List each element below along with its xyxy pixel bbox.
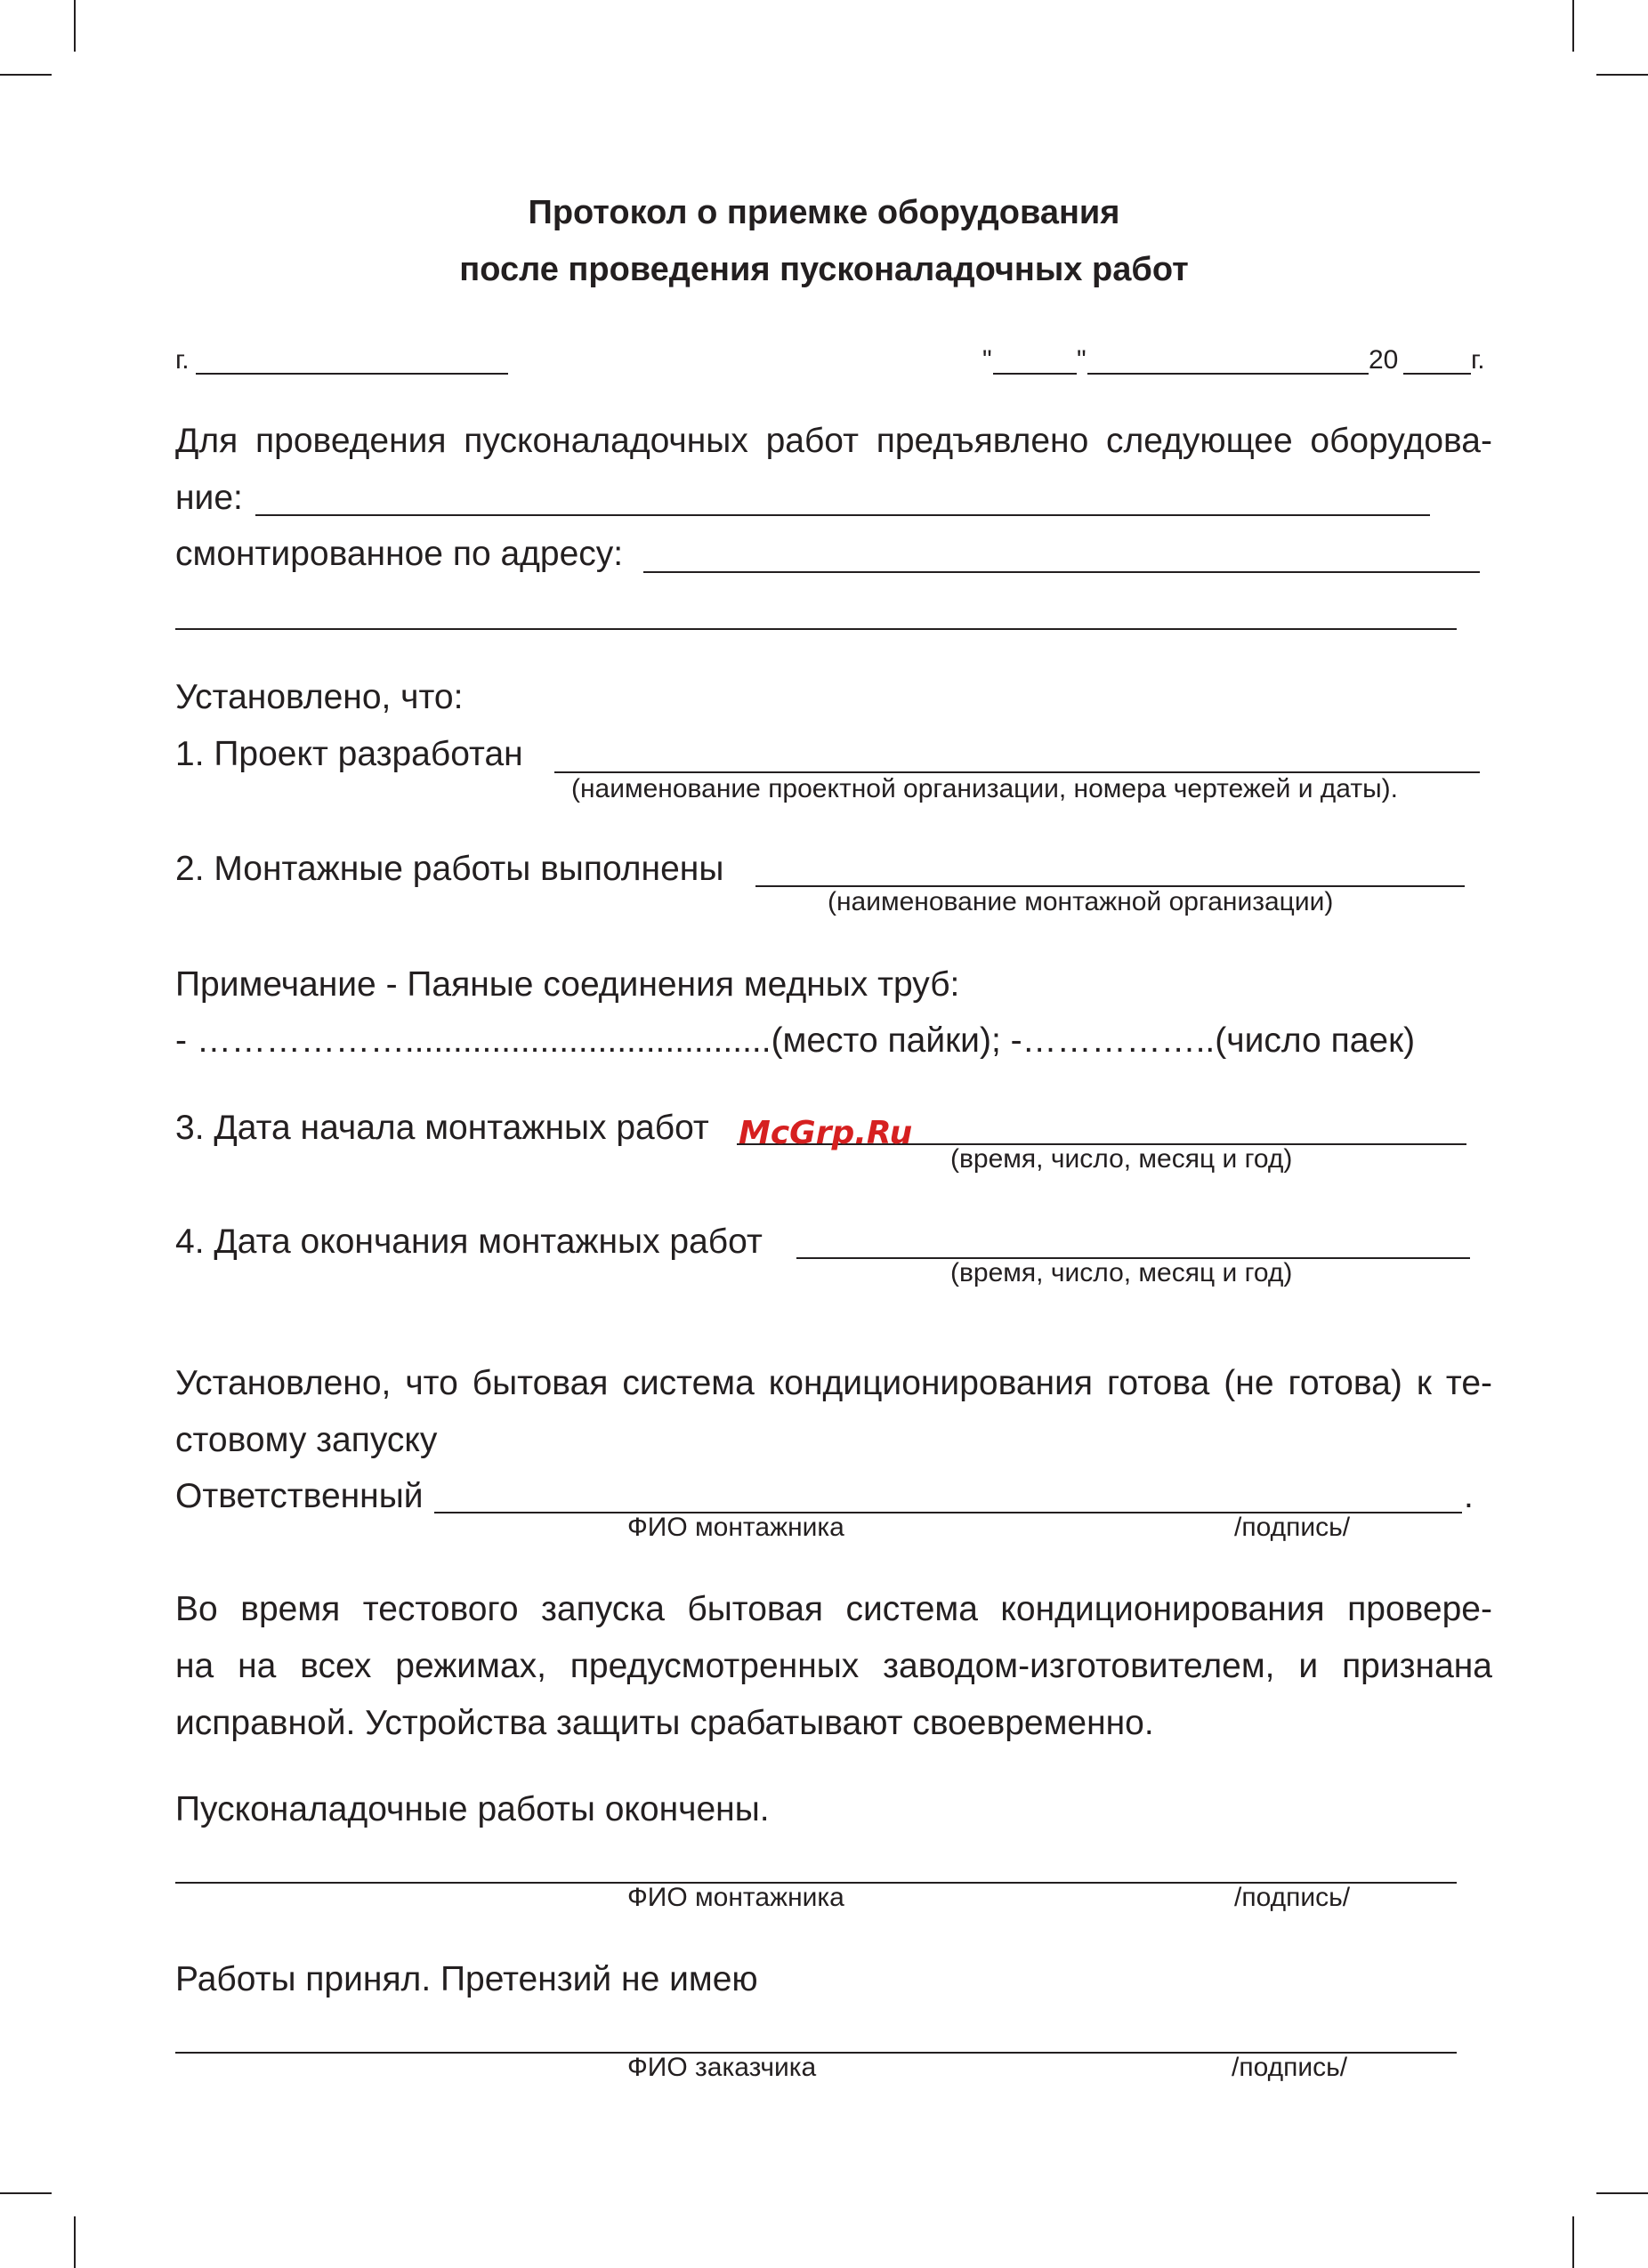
day-quote-open: " xyxy=(982,345,992,375)
item1-label: 1. Проект разработан xyxy=(175,735,523,773)
readiness-line2: стовому запуску xyxy=(175,1421,438,1459)
note-heading: Примечание - Паяные соединения медных труб: xyxy=(175,965,960,1004)
year-prefix: 20 xyxy=(1369,345,1399,375)
document-title-line2: после проведения пусконаладочных работ xyxy=(459,251,1189,288)
responsible-label: Ответственный xyxy=(175,1477,424,1515)
test-line1: Во время тестового запуска бытовая система кондиционирования провере- xyxy=(175,1590,1492,1628)
note-line: - ………………......................................(место пайки); -……………..(число паек) xyxy=(175,1021,1416,1060)
item2-caption: (наименование монтажной организации) xyxy=(828,887,1334,916)
intro-line1: Для проведения пусконаладочных работ предъявлено следующее оборудова- xyxy=(175,422,1492,460)
address-label: смонтированное по адресу: xyxy=(175,535,624,573)
address-field-extra[interactable] xyxy=(175,628,1457,630)
crop-mark xyxy=(1572,0,1574,52)
item2-label: 2. Монтажные работы выполнены xyxy=(175,850,724,888)
finished-sign-caption: /подпись/ xyxy=(1234,1883,1351,1912)
city-prefix: г. xyxy=(175,345,190,375)
project-field[interactable] xyxy=(554,771,1480,773)
month-field[interactable] xyxy=(1087,373,1369,375)
responsible-period: . xyxy=(1464,1477,1474,1515)
day-quote-close: " xyxy=(1077,345,1087,375)
item1-caption: (наименование проектной организации, номера чертежей и даты). xyxy=(571,774,1398,803)
document-title-line1: Протокол о приемке оборудования xyxy=(528,194,1120,231)
readiness-line1: Установлено, что бытовая система кондиционирования готова (не готова) к те- xyxy=(175,1364,1492,1402)
responsible-fio-caption: ФИО монтажника xyxy=(627,1513,844,1542)
established-heading: Установлено, что: xyxy=(175,678,464,716)
crop-mark xyxy=(0,2192,52,2194)
finished-text: Пусконаладочные работы окончены. xyxy=(175,1790,770,1828)
equipment-field[interactable] xyxy=(255,514,1430,516)
accepted-text: Работы принял. Претензий не имею xyxy=(175,1960,758,1998)
item3-caption: (время, число, месяц и год) xyxy=(950,1144,1293,1174)
day-field[interactable] xyxy=(993,373,1077,375)
crop-mark xyxy=(74,0,76,52)
customer-fio-caption: ФИО заказчика xyxy=(627,2053,817,2082)
finished-fio-caption: ФИО монтажника xyxy=(627,1883,844,1912)
customer-sign-caption: /подпись/ xyxy=(1232,2053,1348,2082)
crop-mark xyxy=(74,2216,76,2268)
crop-mark xyxy=(1596,2192,1648,2194)
responsible-sign-caption: /подпись/ xyxy=(1234,1513,1351,1542)
test-line3: исправной. Устройства защиты срабатывают своевременно. xyxy=(175,1704,1154,1742)
year-field[interactable] xyxy=(1403,373,1471,375)
item4-label: 4. Дата окончания монтажных работ xyxy=(175,1223,763,1261)
year-suffix: г. xyxy=(1471,345,1485,375)
intro-line2: ние: xyxy=(175,479,243,517)
crop-mark xyxy=(1596,74,1648,76)
crop-mark xyxy=(1572,2216,1574,2268)
crop-mark xyxy=(0,74,52,76)
item3-label: 3. Дата начала монтажных работ xyxy=(175,1109,709,1147)
item4-caption: (время, число, месяц и год) xyxy=(950,1258,1293,1287)
test-line2: на на всех режимах, предусмотренных заводом-изготовителем, и признана xyxy=(175,1647,1492,1685)
city-field[interactable] xyxy=(196,373,508,375)
watermark: McGrp.Ru xyxy=(739,1115,913,1151)
address-field[interactable] xyxy=(643,571,1480,573)
